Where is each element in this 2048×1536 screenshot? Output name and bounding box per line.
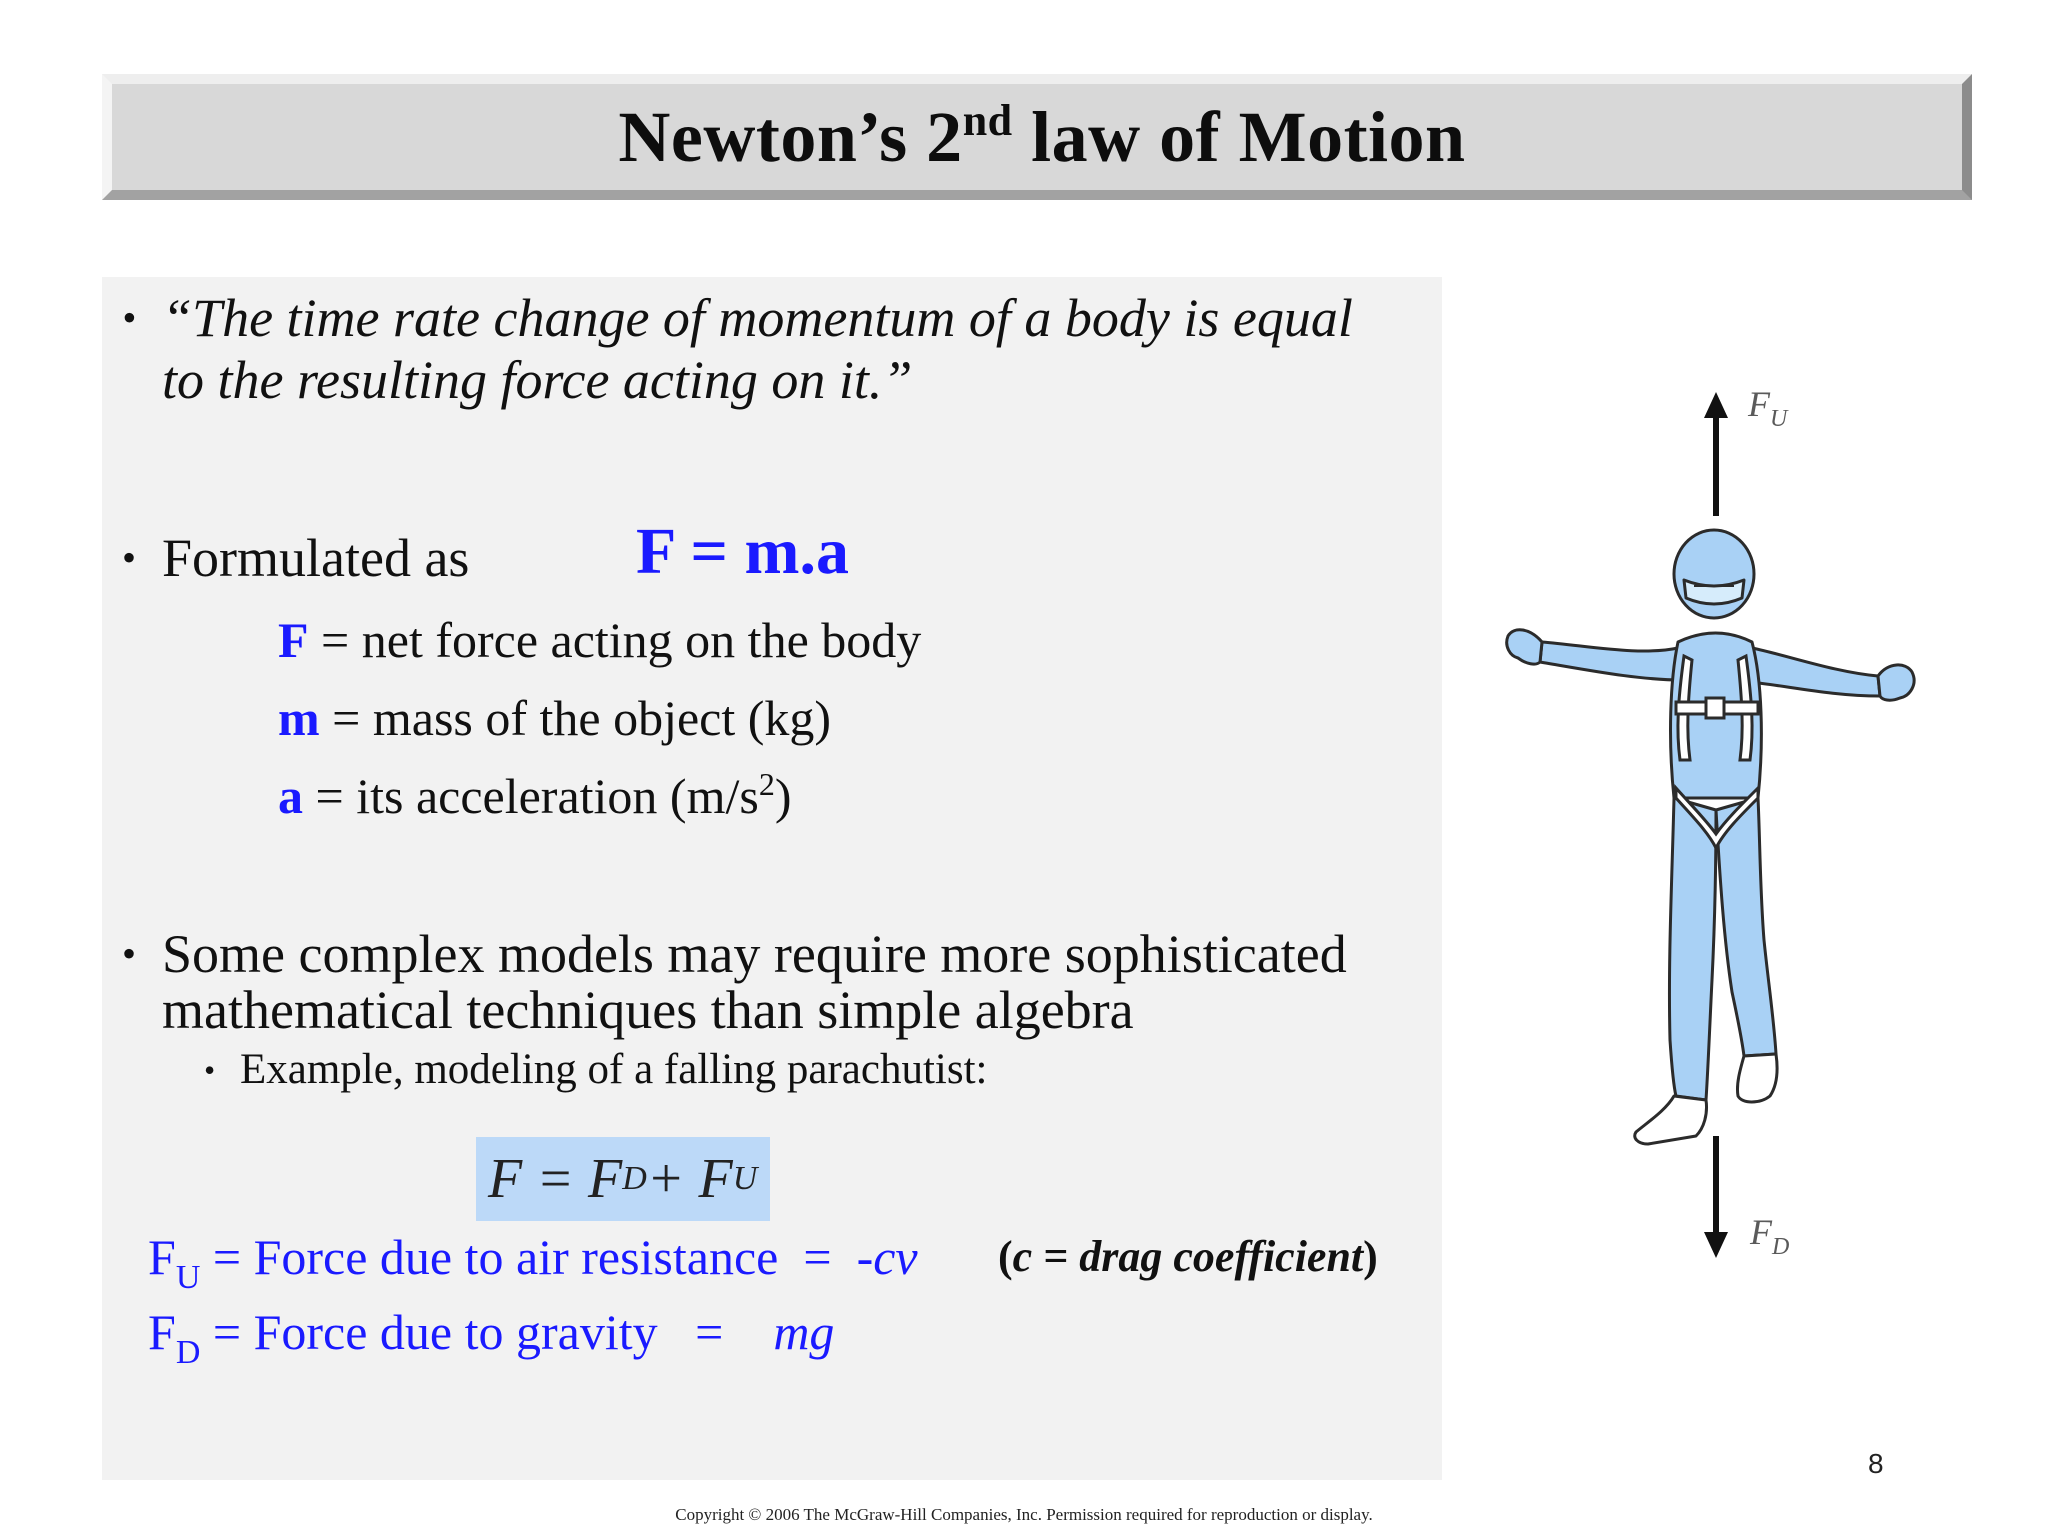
force-definition: = net force acting on the body: [308, 612, 922, 668]
fd-letter: F: [148, 1304, 176, 1360]
sub-bullet-dot: •: [204, 1052, 216, 1088]
quote-bullet: [122, 287, 1353, 411]
acceleration-symbol: a: [278, 768, 303, 824]
upward-arrow-icon: [1704, 392, 1728, 516]
main-formula: F = m.a: [636, 515, 849, 588]
mass-definition: = mass of the object (kg): [319, 690, 832, 746]
fd-text: = Force due to gravity =: [200, 1304, 774, 1360]
fu-figure-label: $F_U$: [1748, 384, 1788, 432]
acceleration-close-paren: ): [774, 768, 792, 824]
downward-arrow-icon: [1704, 1136, 1728, 1258]
parachutist-equation: F = F D + F U: [476, 1137, 770, 1221]
slide-title-bar: [102, 74, 1972, 200]
copyright-notice: Copyright © 2006 The McGraw-Hill Companies, Inc. Permission required for reproduction or display.: [675, 1505, 1373, 1524]
definition-acceleration: [278, 767, 791, 825]
fd-subscript: D: [175, 1334, 201, 1371]
quote-line-2: to the resulting force acting on it.”: [162, 350, 913, 410]
drag-open-paren: (: [998, 1232, 1013, 1281]
slide-title: [618, 96, 1465, 179]
parachutist-illustration: [1470, 380, 1970, 1280]
title-superscript: nd: [962, 95, 1013, 145]
fd-figure-label: $F_D$: [1750, 1212, 1790, 1260]
fd-value: mg: [773, 1304, 835, 1360]
bullet-dot: •: [122, 295, 137, 340]
complex-line-2: mathematical techniques than simple algebra: [162, 980, 1134, 1040]
example-text: Example, modeling of a falling parachutist:: [240, 1046, 988, 1093]
equation-plus: + F: [646, 1148, 733, 1210]
bullet-dot: •: [122, 931, 137, 976]
complex-models-bullet: [122, 923, 1347, 1041]
downward-force-definition: [148, 1303, 835, 1371]
fu-value: -cv: [856, 1229, 918, 1285]
drag-coefficient-note: [998, 1228, 1378, 1286]
page-number: 8: [1868, 1448, 1884, 1479]
bullet-dot: •: [122, 535, 137, 580]
title-main-text: Newton’s 2: [618, 96, 963, 177]
title-rest-text: law of Motion: [1012, 96, 1466, 177]
formulated-bullet: [122, 527, 470, 589]
complex-line-1: Some complex models may require more sophisticated: [162, 924, 1347, 984]
acceleration-definition: = its acceleration (m/s: [303, 768, 759, 824]
definition-mass: [278, 689, 831, 747]
definition-force: [278, 611, 921, 669]
mass-symbol: m: [278, 690, 320, 746]
drag-text: c = drag coefficient: [1012, 1232, 1364, 1281]
formulated-as-text: Formulated as: [162, 528, 470, 588]
equation-lhs: F = F: [488, 1148, 623, 1210]
example-sub-bullet: [204, 1045, 988, 1095]
fu-subscript: U: [175, 1259, 201, 1296]
acceleration-exponent: 2: [758, 766, 775, 802]
quote-line-1: “The time rate change of momentum of a body is equal: [162, 288, 1353, 348]
fu-text: = Force due to air resistance =: [200, 1229, 857, 1285]
force-symbol: F: [278, 612, 309, 668]
content-panel: [102, 277, 1442, 1480]
upward-force-definition: [148, 1228, 918, 1296]
drag-close-paren: ): [1363, 1232, 1378, 1281]
fu-letter: F: [148, 1229, 176, 1285]
